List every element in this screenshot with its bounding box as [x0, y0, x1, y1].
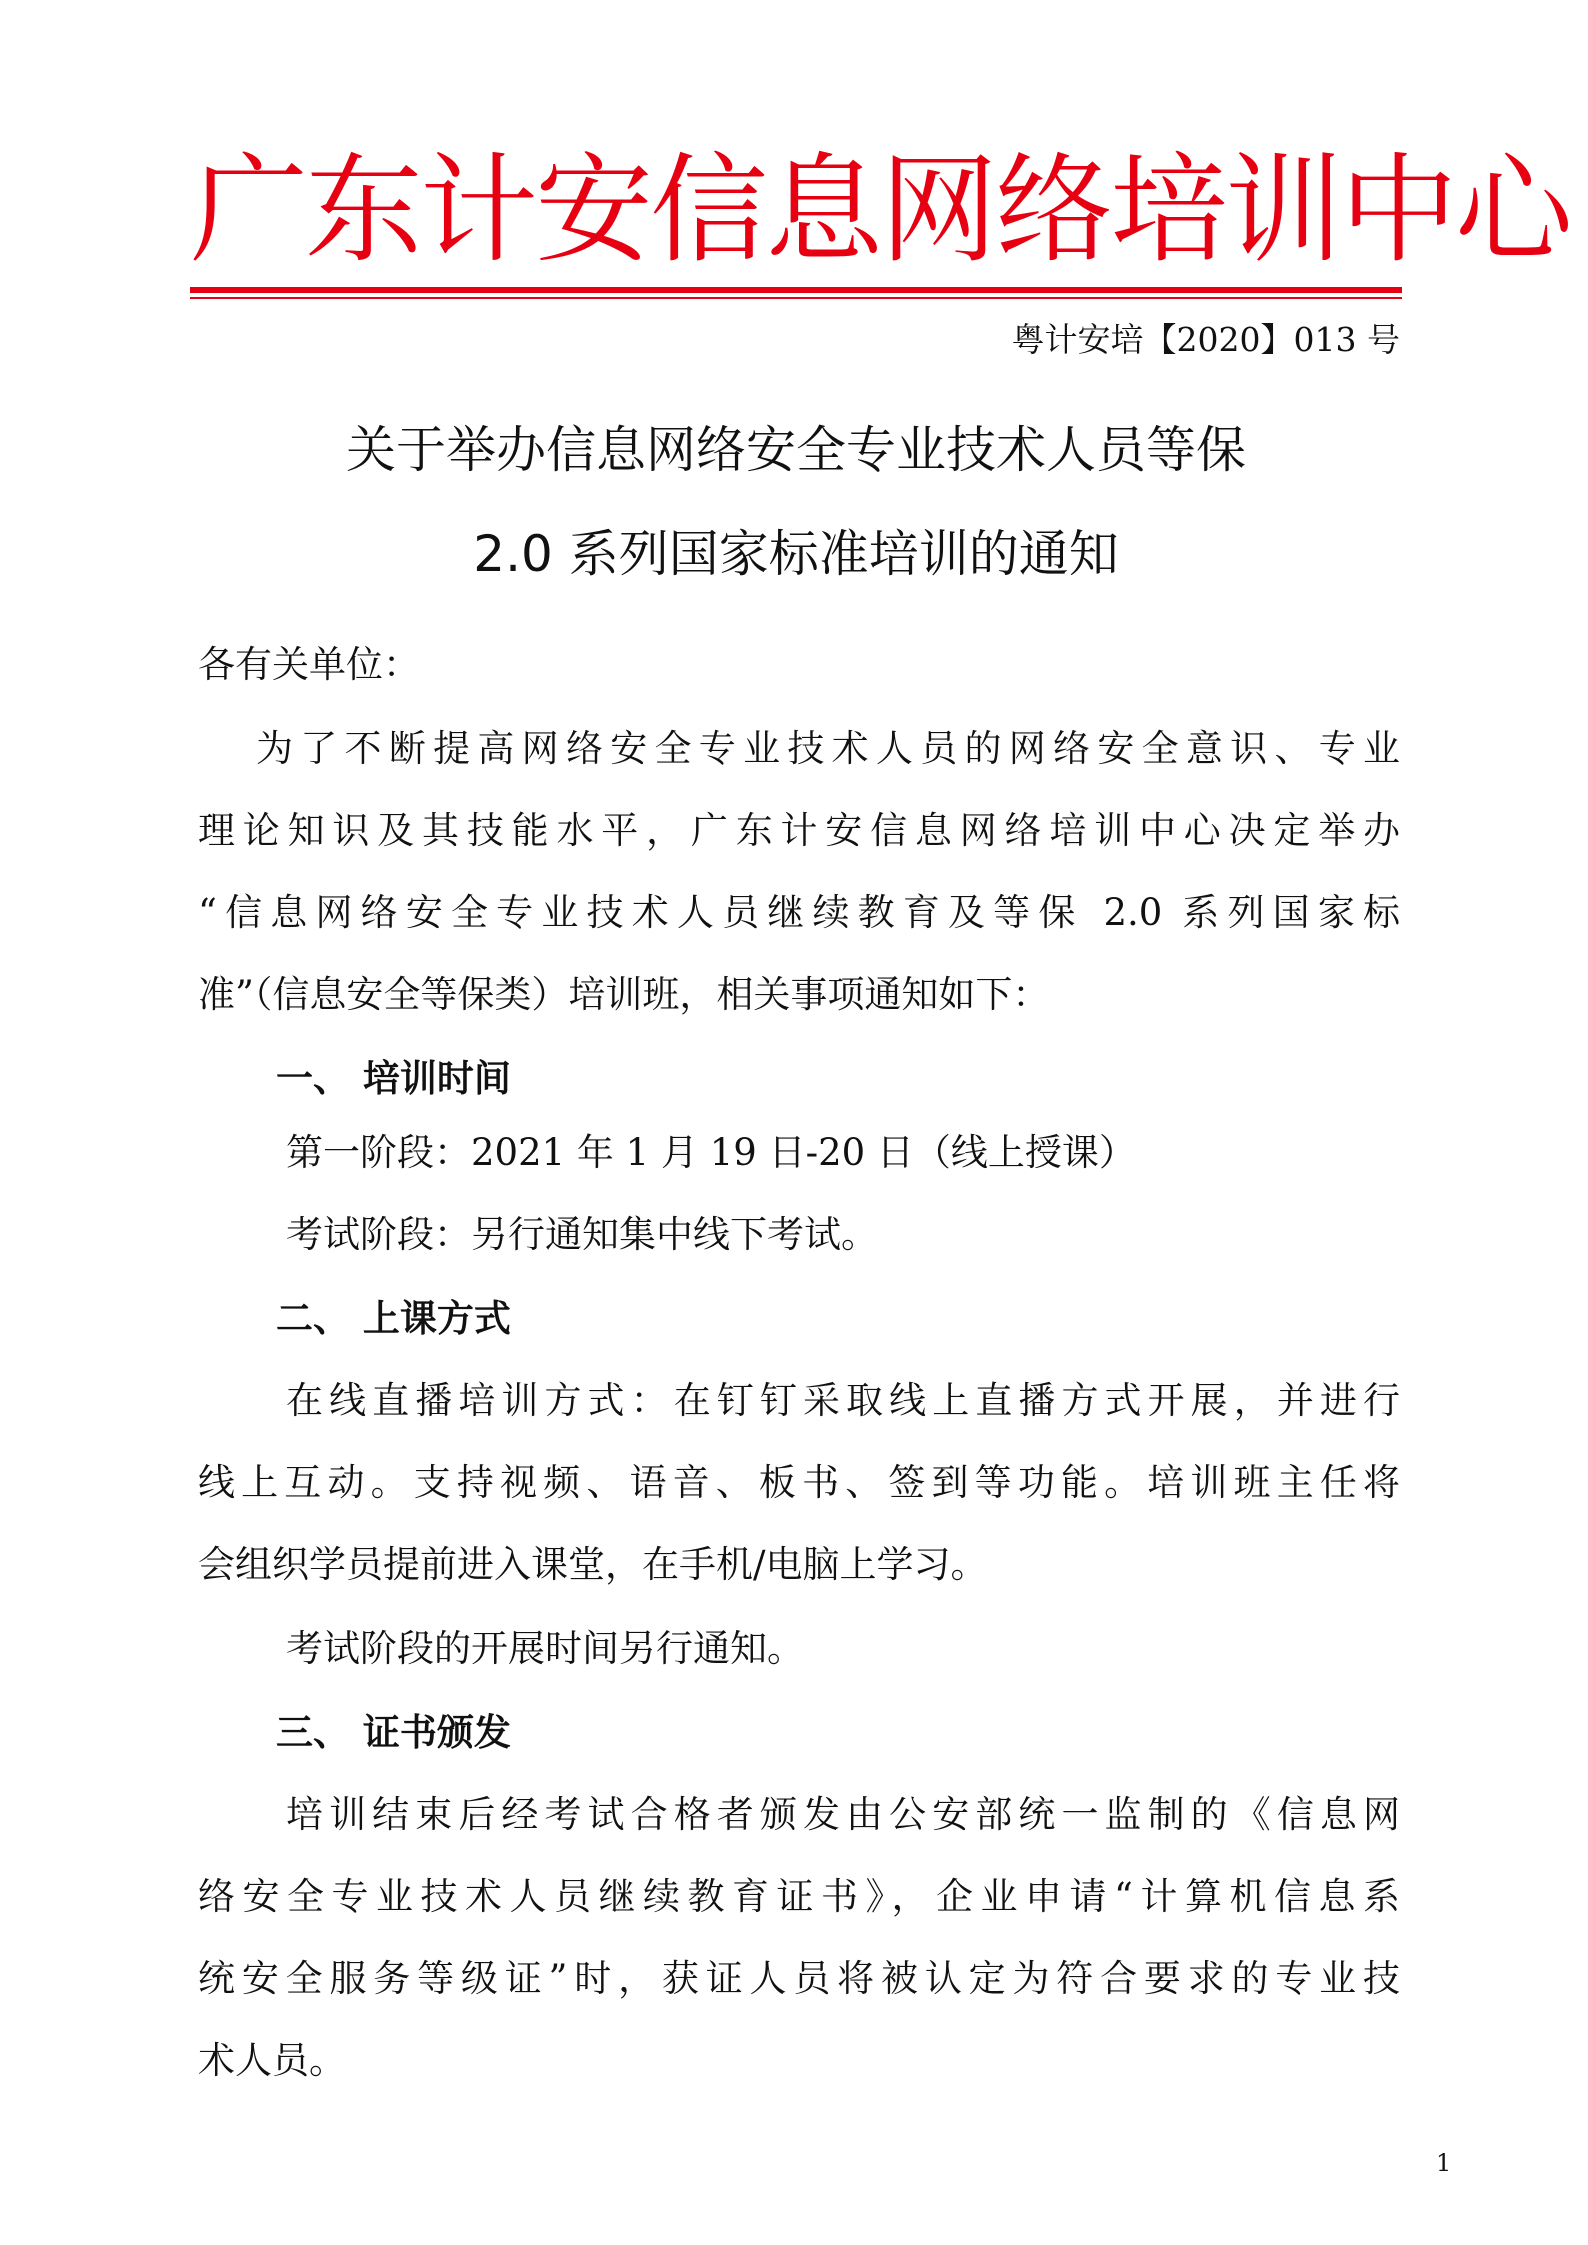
section-heading-class-method: 二、 上课方式	[276, 1297, 511, 1340]
certificate-paragraph-line: 络安全专业技术人员继续教育证书》，企业申请“计算机信息系	[198, 1875, 1400, 1918]
schedule-line: 考试阶段：另行通知集中线下考试。	[286, 1213, 878, 1256]
masthead	[190, 135, 1571, 295]
method-paragraph-line: 会组织学员提前进入课堂，在手机/电脑上学习。	[198, 1543, 988, 1586]
masthead-rule-thin	[190, 297, 1402, 299]
section-heading-certificate: 三、 证书颁发	[276, 1711, 511, 1754]
masthead-title: 广东计安信息网络培训中心	[190, 141, 1571, 279]
certificate-paragraph-line: 术人员。	[198, 2039, 346, 2082]
salutation: 各有关单位：	[198, 643, 420, 686]
intro-paragraph-line: 准”（信息安全等保类）培训班，相关事项通知如下：	[198, 973, 1050, 1016]
notice-title-line-1: 关于举办信息网络安全专业技术人员等保	[346, 421, 1246, 479]
method-paragraph-line: 考试阶段的开展时间另行通知。	[286, 1627, 804, 1670]
method-paragraph-line: 在线直播培训方式：在钉钉采取线上直播方式开展，并进行	[286, 1379, 1400, 1422]
certificate-paragraph-line: 培训结束后经考试合格者颁发由公安部统一监制的《信息网	[286, 1793, 1400, 1836]
intro-paragraph-line: “信息网络安全专业技术人员继续教育及等保 2.0 系列国家标	[198, 891, 1400, 934]
certificate-paragraph-line: 统安全服务等级证”时，获证人员将被认定为符合要求的专业技	[198, 1957, 1400, 2000]
masthead-rule-thick	[190, 287, 1402, 293]
intro-paragraph-line: 理论知识及其技能水平，广东计安信息网络培训中心决定举办	[198, 809, 1400, 852]
method-paragraph-line: 线上互动。支持视频、语音、板书、签到等功能。培训班主任将	[198, 1461, 1400, 1504]
notice-title-line-2: 2.0 系列国家标准培训的通知	[473, 525, 1119, 583]
document-number: 粤计安培【2020】013 号	[1011, 320, 1400, 359]
section-heading-training-time: 一、 培训时间	[276, 1057, 511, 1100]
page-number: 1	[1436, 2149, 1452, 2177]
intro-paragraph-line: 为了不断提高网络安全专业技术人员的网络安全意识、专业	[256, 727, 1400, 770]
schedule-line: 第一阶段：2021 年 1 月 19 日-20 日（线上授课）	[286, 1131, 1136, 1174]
